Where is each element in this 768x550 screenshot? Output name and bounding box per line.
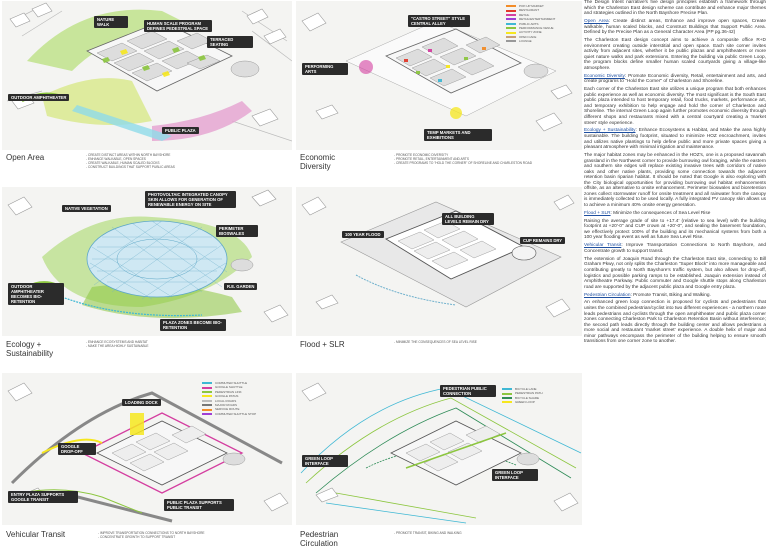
- legend-label: BICYCLE LANE: [515, 387, 537, 391]
- tag-pedestrian-public: PEDESTRIAN PUBLIC CONNECTION: [440, 385, 496, 397]
- caption-economic: Economic Diversity: [300, 153, 336, 171]
- legend-vehicular: [202, 381, 256, 416]
- bullet-item: - PROMOTE ECONOMIC DIVERSITY: [394, 153, 574, 157]
- economic-paragraph: [584, 74, 766, 85]
- legend-label: GREEN LOOP: [515, 400, 535, 405]
- ecology-body: The major habitat zones may be enhanced in the HOZ's, one is a proposed savannah grassland in the Northwest corner to provide burrowing owl foraging, while the eastern and southern site edges will replace existing invasive trees with corridors of native oaks and other native plants, providing some connection towards the adjacent retention basin riparian habitat. It should be noted that Google is also exploring with the City biological opportunities for providing burrowing owl habitat enhancements offsite, as an alternative to onsite enhancement. Perimeter bioswales and bioretention zones collect stormwater runoff for onsite treatment and all rainwater from the canopy is immediately collected to be used locally. A fully integrated PV canopy skin allows us to achieve a minimum 40% onsite energy generation.: [584, 153, 766, 208]
- caption-vehicular: Vehicular Transit: [6, 530, 66, 539]
- bullet-item: - IMPROVE TRANSPORTATION CONNECTIONS TO NORTH BAYSHORE: [98, 531, 278, 535]
- economic-heading: Economic Diversity: [584, 73, 625, 79]
- bullet-item: - MAKE THE AREA HIGHLY SUSTAINABLE: [86, 344, 266, 348]
- tag-outdoor-amph-bio: OUTDOOR AMPHITHEATER BECOMES BIO-RETENTION: [8, 283, 64, 305]
- legend-label: RETAIL/ENTERTAINMENT: [519, 17, 556, 22]
- legend-label: BICYCLE SHARE: [515, 395, 540, 400]
- bullet-item: - CREATE PROGRAMS TO "HOLD THE CORNER" OF SHORELINE AND CHARLESTON ROAD: [394, 161, 574, 165]
- tag-100-year-flood: 100 YEAR FLOOD: [342, 231, 384, 238]
- vehicular-body: The extension of Joaquin Road through the Charleston East site, connecting to Bill Graham Pkwy, not only splits the Charleston "Super Block" into more manageable and contributing greatly to North Bayshore's traffic system, but also allows for drop-off, logistics and possible parking ramps to be established. Joaquin extension instead of Amphitheatre Parkway. Public commuter and Google shuttle stops along Charleston road are supported by the adjacent public plaza and Google entry plaza.: [584, 256, 766, 290]
- bullet-item: - ENHANCE WALKABLE, OPEN SPACES: [86, 157, 266, 161]
- tag-public-plaza: PUBLIC PLAZA: [162, 127, 199, 134]
- legend-item: [502, 400, 543, 404]
- legend-label: GOOGLE PATHS: [215, 394, 239, 399]
- economic-summary: : Promote Economic diversity, Retail, entertainment and arts, and create programs to "Hold the Corner" of Charleston and Shoreline.: [584, 73, 766, 85]
- bullet-item: - CREATE WALKABLE, HUMAN SCALED BLOCKS: [86, 161, 266, 165]
- design-intent-text: [584, 0, 766, 550]
- tag-native-vegetation: NATIVE VEGETATION: [62, 205, 111, 212]
- legend-label: MAJOR ROADS: [215, 403, 238, 408]
- tag-green-loop-2: GREEN LOOP INTERFACE: [492, 469, 538, 481]
- legend-label: PUBLIC ARTS: [519, 21, 539, 26]
- legend-label: PERFORMANCE VENUE: [519, 26, 554, 31]
- bullet-item: - MINIMIZE THE CONSEQUENCES OF SEA LEVEL RISE: [394, 340, 574, 344]
- tag-performing-arts: PERFORMING ARTS: [302, 63, 348, 75]
- bullets-flood: [394, 340, 574, 344]
- open-area-summary: : Create distinct areas, Enhance and improve open spaces, Create walkable, human scaled blocks, and Construct Buildings that Support Public Area. Defined by the Precise Plan as a General Character Area (PP pg.36-42): [584, 19, 766, 36]
- legend-label: SERVICE ROUTE: [215, 407, 240, 412]
- caption-ecology: Ecology + Sustainability: [6, 340, 54, 358]
- ecology-paragraph: [584, 128, 766, 150]
- panel-flood: [296, 187, 582, 336]
- flood-paragraph: [584, 211, 766, 217]
- tag-photovoltaic: PHOTOVOLTAIC INTEGRATED CANOPY SKIN ALLOWS FOR GENERATION OF RENEWABLE ENERGY ON SITE: [145, 191, 236, 208]
- bullet-item: - CONCENTRATE GROWTH TO SUPPORT TRANSIT: [98, 535, 278, 539]
- panel-open-area: [2, 1, 292, 150]
- bullet-item: - ENHANCE ECOSYSTEMS AND HABITAT: [86, 340, 266, 344]
- legend-label: GOOGLE SHUTTLE: [215, 385, 243, 390]
- bullet-item: - PROMOTE TRANSIT, BIKING AND WALKING: [394, 531, 574, 535]
- legend-pedestrian: [502, 387, 543, 405]
- legend-label: PEDESTRIAN PATH: [515, 391, 543, 396]
- open-area-body: The Charleston East design concept aims to achieve a composite office R+D environment creating outside interstitial and open space. Each site corner invites activity from adjacent sites, whether it be public plazas and amphitheaters or more quiet nature walks and park extensions. Entering the building via public Green Loop, the program blocks define smaller human scaled courtyards giving a village-like atmosphere.: [584, 38, 766, 71]
- caption-flood: Flood + SLR: [300, 340, 345, 349]
- bullets-ecology: [86, 340, 266, 348]
- bullet-item: - CONSTRUCT BUILDINGS THAT SUPPORT PUBLIC AREAS: [86, 165, 266, 169]
- vehicular-heading: Vehicular Transit: [584, 243, 622, 249]
- tag-re-garden: R.E. GARDEN: [224, 283, 257, 290]
- tag-green-loop-1: GREEN LOOP INTERFACE: [302, 455, 348, 467]
- panel-ecology: [2, 187, 292, 336]
- bullets-vehicular: [98, 531, 278, 539]
- tag-nature-walk: NATURE WALK: [94, 16, 128, 28]
- legend-label: ACTIVITY ZONE: [519, 30, 542, 35]
- legend-label: COMMUTER SHUTTLE: [215, 381, 248, 385]
- panel-pedestrian: [296, 373, 582, 525]
- legend-label: PEDESTRIAN LINK: [215, 389, 242, 394]
- legend-label: LOCAL ROADS: [215, 398, 237, 403]
- ecology-site-diagram: [2, 187, 292, 336]
- caption-open-area: Open Area: [6, 153, 45, 162]
- tag-outdoor-amphitheater: OUTDOOR AMPHITHEATER: [8, 94, 69, 101]
- panel-vehicular: [2, 373, 292, 525]
- pedestrian-summary: : Promote Transit, Biking and Walking.: [630, 292, 711, 298]
- open-area-heading: Open Area: [584, 19, 609, 25]
- legend-label: RESTAURANT: [519, 8, 540, 13]
- bullet-item: - PROMOTE RETAIL, ENTERTAINMENT AND ARTS: [394, 157, 574, 161]
- legend-economic: [506, 4, 555, 44]
- legend-item: [506, 39, 555, 43]
- intro-paragraph: The Design Intent narrative's five design principles establish a framework through which the Charleston East design scheme can contribute and enhance major themes and strategies outlined in the North Bayshore Precise Plan.: [584, 0, 766, 17]
- legend-label: RETAIL: [519, 12, 530, 17]
- vehicular-summary: : Improve Transportation Connections to North Bayshore, and Concentrate growth to support transit.: [584, 243, 766, 254]
- tag-loading-dock: LOADING DOCK: [122, 399, 161, 406]
- flood-heading: Flood + SLR: [584, 210, 611, 216]
- tag-terraced-seating: TERRACED SEATING: [207, 36, 253, 48]
- panel-economic: [296, 1, 582, 150]
- tag-human-scale: HUMAN SCALE PROGRAM DEFINES PEDESTRIAL SPACE: [144, 20, 212, 32]
- flood-body: Raising the average grade of site to +17.4' (relative to sea level) with the building footprint at +20'-0" and CUP crown at +20'-0", and sealing the basement foundation, we effectively protect 100% of the building and its mechanical systems from both a 100 year flooding event as well as future Sea Level Rise.: [584, 218, 766, 241]
- legend-label: OPEN CAFE: [519, 34, 537, 39]
- pedestrian-body: An enhanced green loop connection is proposed for cyclists and pedestrians that unites the combined pedestrian/cyclist into two different experiences - a northern route leads pedestrians and cyclists through the open amphitheater and public plaza corner zones connecting Charleston Park to Charleston Retention Basin without interference; the second path leads directly through the building center and allows pedestrians a more social and restaurant 'market street' experience. A double helix of major and minor pathways encompass the perimeter of the building helping to ensure smooth transitions from one corner zone to another.: [584, 300, 766, 345]
- bullets-pedestrian: [394, 531, 574, 535]
- tag-all-levels-dry: ALL BUILDING LEVELS REMAIN DRY: [442, 213, 494, 225]
- legend-item: [202, 412, 256, 416]
- pedestrian-paragraph: [584, 293, 766, 299]
- caption-pedestrian: Pedestrian Circulation: [300, 530, 339, 548]
- ecology-heading: Ecology + Sustainability: [584, 128, 636, 134]
- tag-perimeter-bioswales: PERIMETER BIOSWALES: [216, 225, 258, 237]
- legend-label: LOUNGE: [519, 39, 532, 44]
- bullets-economic: [394, 153, 574, 165]
- bullets-open-area: [86, 153, 266, 169]
- legend-label: POP-UP MARKET: [519, 4, 544, 8]
- tag-castro-street: "CASTRO STREET" STYLE CENTRAL ALLEY: [408, 15, 470, 27]
- bullet-item: - CREATE DISTINCT AREAS WITHIN NORTH BAYSHORE: [86, 153, 266, 157]
- tag-cup-dry: CUP REMAINS DRY: [520, 237, 565, 244]
- tag-plaza-zones: PLAZA ZONES BECOME BIO-RETENTION: [160, 319, 226, 331]
- tag-temp-markets: TEMP MARKETS AND EXHIBITIONS: [424, 129, 492, 141]
- vehicular-paragraph: [584, 243, 766, 254]
- legend-label: COMMUTER SHUTTLE STOP: [215, 411, 257, 416]
- tag-entry-plaza: ENTRY PLAZA SUPPORTS GOOGLE TRANSIT: [8, 491, 78, 503]
- tag-public-plaza-transit: PUBLIC PLAZA SUPPORTS PUBLIC TRANSIT: [164, 499, 234, 511]
- flood-summary: : Minimize the consequences of Sea Level Rise: [610, 210, 711, 216]
- tag-google-dropoff: GOOGLE DROP-OFF: [58, 443, 96, 455]
- economic-body: Each corner of the Charleston East site utilizes a unique program that both enhances public experience as well as economic diversity. The most significant is the South East public plaza intended to host temporary retail, food trucks, markets, performance art, and temporary exhibition to help engage and hold the corner of Charleston and Shoreline. The internal Green Loop again further promotes economic diversity through different shops and restaurants mixed with a central courtyard creating a 'market street' style experience.: [584, 87, 766, 126]
- flood-site-diagram: [296, 187, 582, 336]
- ecology-summary: : Enhance Ecosystems & Habitat, and Make the area highly sustainable. The building footprint, situated to minimize HOZ encroachment, invites and utilizes native plantings to help define public and more private spaces giving a pleasant atmosphere with minimal irrigation and maintenance.: [584, 128, 766, 151]
- open-area-paragraph: [584, 19, 766, 36]
- pedestrian-heading: Pedestrian Circulation: [584, 292, 631, 298]
